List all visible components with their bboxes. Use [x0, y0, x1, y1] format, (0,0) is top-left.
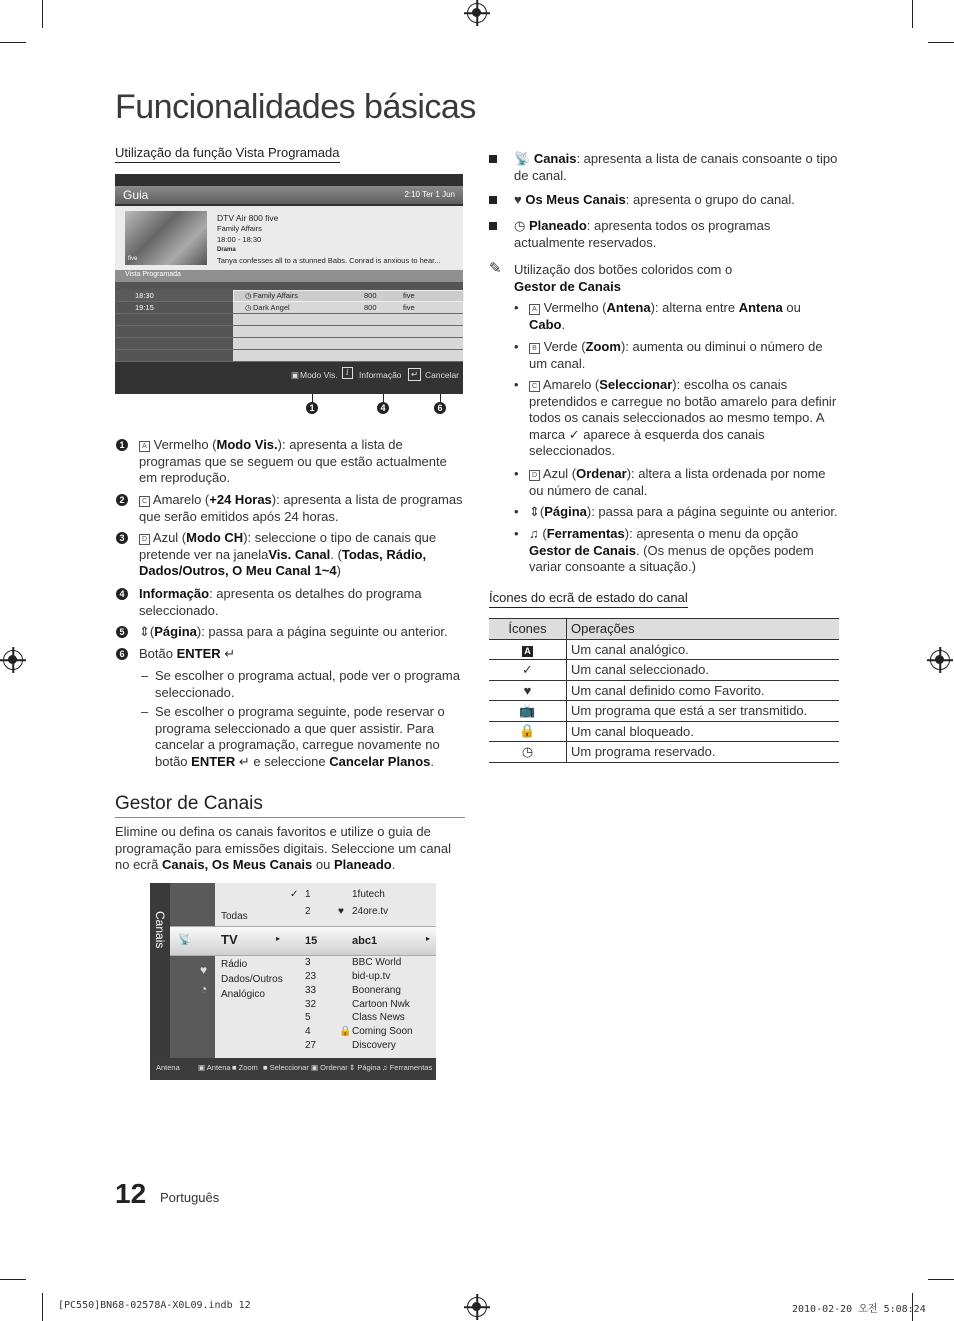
check-icon: ✓ [290, 889, 299, 900]
bullet-icon: • [514, 466, 519, 481]
item-number: 3 [116, 532, 128, 544]
right-bullet-meus-canais: ♥ Os Meus Canais: apresenta o grupo do canal. [514, 192, 795, 207]
clock-icon: ◷ [245, 303, 252, 312]
guide-channel: DTV Air 800 five [217, 213, 279, 223]
channel-manager-screen [150, 883, 436, 1080]
heart-icon: ♥ [200, 963, 208, 977]
heart-icon: ♥ [489, 680, 567, 701]
clock-icon: ◔ [200, 982, 208, 996]
guide-footer [115, 362, 463, 394]
channel-number: 15 [305, 935, 318, 947]
table-row [489, 721, 839, 742]
channel-name: Cartoon Nwk [352, 999, 410, 1010]
gestor-intro: Elimine ou defina os canais favoritos e utilize o guia de programação para emissões digitais. Seleccione um canal no ecrã Canais, Os Meus Canais ou Planeado. [115, 824, 452, 872]
footer-cancel-label: Cancelar [425, 370, 460, 380]
right-bullet-planeado: ◷ Planeado: apresenta todos os programas actualmente reservados. [514, 218, 771, 250]
channel-name: Discovery [352, 1040, 396, 1051]
callout-1: 1 [306, 402, 318, 414]
registration-mark-icon [467, 3, 487, 23]
red-key-icon: A [139, 441, 150, 452]
vista-item-5: ⇕(Página): passa para a página seguinte ou anterior. [139, 624, 448, 639]
channel-manager-footer [150, 1058, 436, 1080]
row-name: Dark Angel [253, 303, 290, 312]
crop-mark [928, 42, 954, 43]
vista-item-2: C Amarelo (+24 Horas): apresenta a lista de programas que serão emitidos após 24 horas. [139, 492, 463, 524]
item-number: 1 [116, 439, 128, 451]
guide-genre: Drama [217, 247, 236, 253]
gestor-section-title: Gestor de Canais [115, 793, 465, 818]
channel-number: 3 [305, 957, 311, 968]
status-table-heading: Ícones do ecrã de estado do canal [489, 590, 688, 608]
page-updown-icon: ⇕ [139, 624, 150, 639]
callout-6: 6 [434, 402, 446, 414]
channel-number: 27 [305, 1040, 317, 1051]
footer-pagina: ⇕ Página [349, 1063, 381, 1072]
satellite-icon: 📡 [178, 934, 192, 946]
footer-label: Antena [156, 1063, 180, 1072]
footer-ferramentas: ♫ Ferramentas [382, 1063, 433, 1072]
arrow-right-icon: ▸ [426, 934, 431, 943]
crop-mark [928, 1279, 954, 1280]
channel-number: 5 [305, 1012, 311, 1023]
channel-number: 1 [305, 889, 311, 900]
channel-name: Boonerang [352, 985, 401, 996]
table-row [489, 639, 839, 660]
bullet-icon [489, 196, 497, 204]
bullet-icon: • [514, 300, 519, 315]
lock-icon: 🔒 [339, 1026, 352, 1037]
color-item-ordenar: D Azul (Ordenar): altera a lista ordenada por nome ou número de canal. [529, 466, 826, 498]
tv-icon: 📺 [489, 701, 567, 722]
footer-mode-label: Modo Vis. [300, 370, 338, 380]
vista-item-3: D Azul (Modo CH): seleccione o tipo de canais que pretende ver na janelaVis. Canal. (Todas, Rádio, Dados/Outros, O Meu Canal 1~4) [139, 530, 437, 578]
note-pencil-icon: ✎ [489, 260, 502, 277]
green-key-icon: B [529, 343, 540, 354]
dash-note-2: Se escolher o programa seguinte, pode reservar o programa seleccionado a que quer assistir. Para cancelar a programação, carregue novamente no botão ENTER ↵ e seleccione Cancelar Planos. [155, 704, 445, 769]
vista-heading: Utilização da função Vista Programada [115, 145, 340, 163]
table-header-row [489, 619, 839, 640]
color-item-seleccionar: C Amarelo (Seleccionar): escolha os canais pretendidos e carregue no botão amarelo para definir todos os canais seleccionados ao mesmo tempo. A marca ✓ aparece à esquerda dos canais seleccionados. [529, 377, 837, 458]
channel-number: 33 [305, 985, 317, 996]
channel-number: 4 [305, 1026, 311, 1037]
selected-row[interactable] [170, 926, 436, 956]
operation-text: Um canal analógico. [567, 639, 840, 660]
operation-text: Um canal seleccionado. [567, 660, 840, 681]
table-row[interactable] [115, 290, 463, 302]
registration-mark-icon [467, 1297, 487, 1317]
channel-name: 24ore.tv [352, 906, 389, 917]
category-item[interactable]: Dados/Outros [221, 974, 283, 985]
table-row [489, 742, 839, 763]
bullet-icon [489, 222, 497, 230]
guide-synopsis: Tanya confesses all to a stunned Babs. Conrad is anxious to hear... [217, 256, 441, 265]
guide-clock: 2:10 Ter 1 Jun [404, 190, 455, 199]
bullet-icon: • [514, 339, 519, 354]
bullet-icon: • [514, 377, 519, 392]
table-row [489, 660, 839, 681]
print-slug-left: [PC550]BN68-02578A-X0L09.indb 12 [58, 1300, 251, 1311]
red-key-icon: A [529, 304, 540, 315]
channel-name: bid-up.tv [352, 971, 391, 982]
side-label: Canais [153, 911, 167, 949]
row-channel-name: five [403, 303, 415, 312]
guide-program: Family Affairs [217, 224, 262, 233]
category-item[interactable]: Analógico [221, 989, 265, 1000]
footer-antena: ▣ Antena [198, 1063, 231, 1072]
bullet-icon: • [514, 526, 519, 541]
crop-mark [0, 1279, 26, 1280]
clock-icon: ◷ [489, 742, 567, 763]
page-number: 12 [115, 1178, 147, 1209]
print-slug-right: 2010-02-20 오전 5:08:24 [792, 1304, 926, 1315]
channel-name: Class News [352, 1012, 405, 1023]
status-icons-table [489, 618, 839, 763]
row-channel: 800 [364, 303, 377, 312]
channel-number: 2 [305, 906, 311, 917]
channel-name: BBC World [352, 957, 402, 968]
enter-icon: ↵ [408, 368, 421, 381]
row-name: Family Affairs [253, 291, 298, 300]
operation-text: Um programa que está a ser transmitido. [567, 701, 840, 722]
right-bullet-canais: 📡 Canais: apresenta a lista de canais consoante o tipo de canal. [514, 151, 838, 183]
registration-mark-icon [930, 650, 950, 670]
operation-text: Um canal definido como Favorito. [567, 680, 840, 701]
color-item-antena: A Vermelho (Antena): alterna entre Antena ou Cabo. [529, 300, 801, 332]
header-icons: Ícones [489, 619, 567, 640]
dash-icon: – [141, 704, 149, 719]
guide-title: Guia [123, 188, 149, 202]
crop-mark [42, 1293, 43, 1321]
item-number: 4 [116, 588, 128, 600]
footer-info-label: Informação [359, 370, 402, 380]
enter-icon: ↵ [238, 753, 250, 769]
channel-name: 1futech [352, 889, 385, 900]
callout-4: 4 [377, 402, 389, 414]
color-item-pagina: ⇕(Página): passa para a página seguinte ou anterior. [529, 504, 838, 519]
channel-name: abc1 [352, 935, 378, 947]
guide-time: 18:00 - 18:30 [217, 235, 262, 244]
category-item[interactable]: Rádio [221, 959, 248, 970]
table-row [489, 680, 839, 701]
table-row [489, 701, 839, 722]
satellite-icon: 📡 [514, 151, 531, 166]
heart-icon: ♥ [514, 192, 522, 207]
blue-key-icon: D [529, 470, 540, 481]
lock-icon: 🔒 [489, 721, 567, 742]
crop-mark [42, 0, 43, 28]
colored-buttons-note: Utilização dos botões coloridos com o Gestor de Canais [514, 262, 733, 294]
guide-header [115, 186, 463, 204]
footer-zoom: ■ Zoom [232, 1063, 258, 1072]
channel-name: Coming Soon [352, 1026, 413, 1037]
operation-text: Um canal bloqueado. [567, 721, 840, 742]
category-icons [170, 883, 215, 1058]
category-item[interactable]: Todas [221, 911, 248, 922]
check-icon: ✓ [489, 660, 567, 681]
scheduled-list-title [115, 270, 463, 282]
item-number: 5 [116, 626, 128, 638]
info-icon: i [342, 367, 353, 379]
footer-ordenar: ▣ Ordenar [311, 1063, 348, 1072]
tools-icon: ♫ [529, 526, 539, 541]
row-channel-name: five [403, 291, 415, 300]
heart-icon: ♥ [338, 906, 344, 917]
item-number: 2 [116, 494, 128, 506]
scheduled-list [115, 282, 463, 362]
operation-text: Um programa reservado. [567, 742, 840, 763]
page-language: Português [160, 1190, 220, 1205]
thumb-label: five [128, 256, 138, 262]
footer-seleccionar: ■ Seleccionar [263, 1063, 309, 1072]
table-row[interactable] [115, 302, 463, 314]
crop-mark [0, 42, 26, 43]
vista-item-6: Botão ENTER ↵ [139, 646, 236, 661]
page-title: Funcionalidades básicas [115, 88, 476, 126]
item-number: 6 [116, 648, 128, 660]
bullet-icon [489, 155, 497, 163]
category-item[interactable]: TV [221, 932, 238, 947]
clock-icon: ◷ [514, 218, 526, 233]
color-item-ferramentas: ♫ (Ferramentas): apresenta o menu da opção Gestor de Canais. (Os menus de opções podem variar consoante a situação.) [529, 526, 814, 574]
channel-number: 32 [305, 999, 317, 1010]
header-operations: Operações [567, 619, 840, 640]
guide-screen [115, 174, 463, 394]
vista-item-1: A Vermelho (Modo Vis.): apresenta a lista de programas que se seguem ou que estão actualmente em reprodução. [139, 437, 447, 485]
row-time: 18:30 [135, 291, 154, 300]
clock-icon: ◷ [245, 291, 252, 300]
program-thumbnail [125, 211, 207, 265]
dash-icon: – [141, 668, 149, 683]
blue-key-icon: D [139, 534, 150, 545]
yellow-key-icon: C [139, 496, 150, 507]
crop-mark [912, 0, 913, 28]
page-updown-icon: ⇕ [529, 504, 540, 519]
yellow-key-icon: C [529, 381, 540, 392]
bullet-icon: • [514, 504, 519, 519]
row-time: 19:15 [135, 303, 154, 312]
check-icon: ✓ [568, 426, 580, 442]
enter-icon: ↵ [224, 646, 236, 661]
color-item-zoom: B Verde (Zoom): aumenta ou diminui o número de um canal. [529, 339, 823, 371]
guide-program-info [115, 206, 463, 270]
registration-mark-icon [3, 650, 23, 670]
analog-icon: A [522, 646, 533, 657]
list-title: Vista Programada [125, 271, 181, 278]
arrow-right-icon: ▸ [276, 934, 281, 943]
row-channel: 800 [364, 291, 377, 300]
dash-note-1: Se escolher o programa actual, pode ver o programa seleccionado. [155, 668, 460, 700]
vista-item-4: Informação: apresenta os detalhes do programa seleccionado. [139, 586, 422, 618]
red-button-icon: ▣ [291, 370, 300, 380]
channel-number: 23 [305, 971, 317, 982]
canais-side-tab [150, 883, 170, 1080]
